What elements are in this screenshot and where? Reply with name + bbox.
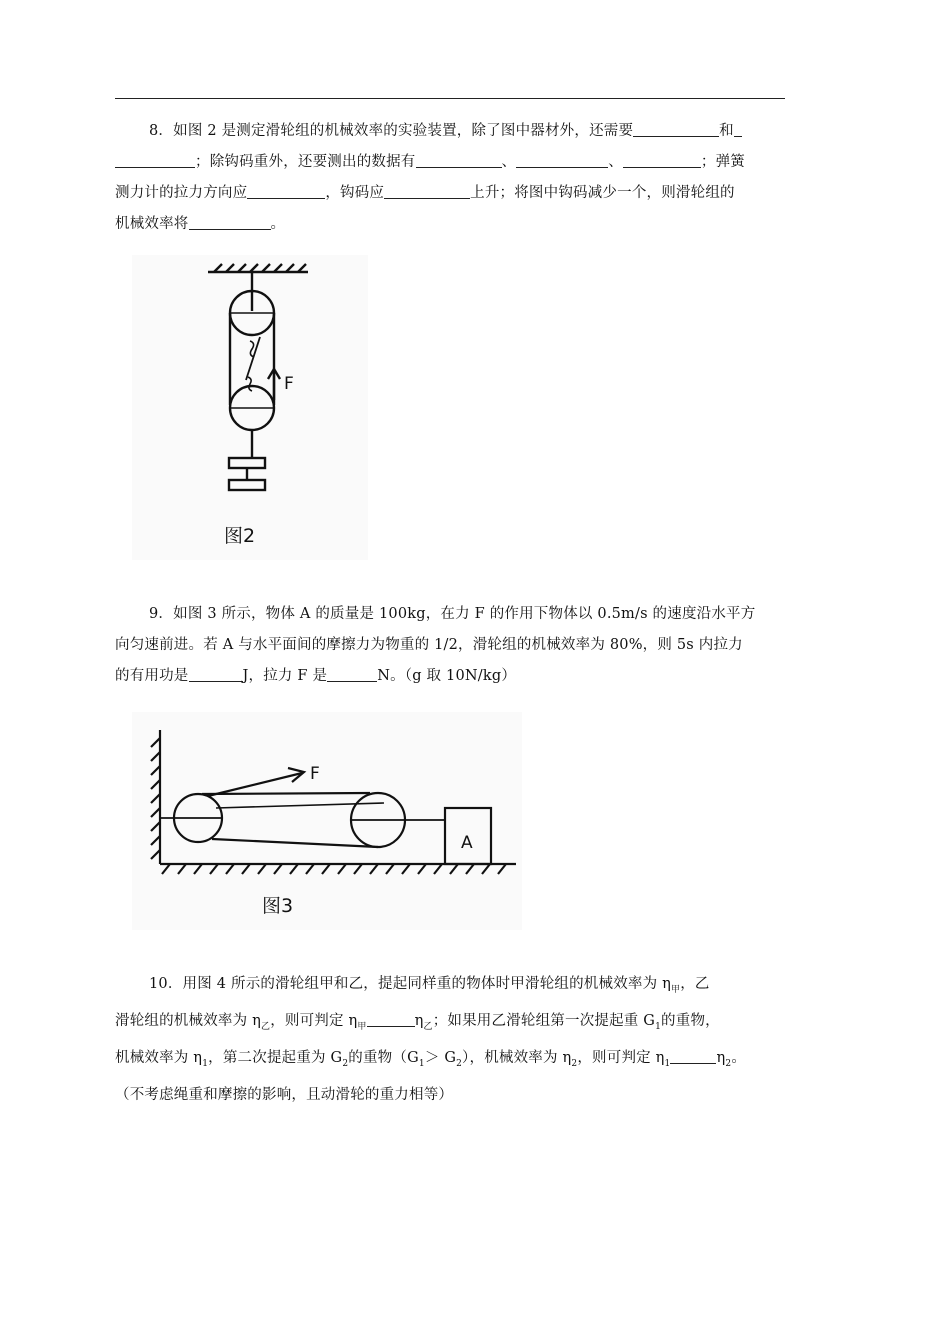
fig2-force-label: F	[284, 374, 294, 394]
hook-weight-2	[229, 480, 265, 490]
q8-blank-1[interactable]	[633, 122, 719, 137]
q10-text-11: ＞ G	[424, 1049, 457, 1066]
figure-3-drawing	[132, 712, 522, 930]
fig3-caption: 图3	[262, 895, 294, 917]
q10-text-4: ，则可判定 η	[270, 1012, 358, 1029]
q8-text-3: ；除钩码重外，还要测出的数据有	[195, 154, 416, 170]
fig3-block-label: A	[461, 833, 473, 853]
q10-sub-11: 1	[664, 1058, 671, 1069]
q10-text-2: ，乙	[680, 976, 710, 992]
q8-text-5: 、	[608, 154, 623, 170]
hook-weight-1	[229, 458, 265, 468]
q8-text-10: 机械效率将	[115, 216, 189, 232]
q8-text-2: 和	[719, 123, 734, 139]
q10-sub-6: 1	[202, 1058, 209, 1069]
q10-text-3: 滑轮组的机械效率为 η	[115, 1012, 261, 1029]
q10-text-9: ，第二次提起重为 G	[208, 1049, 343, 1066]
figure-3	[132, 712, 522, 930]
q8-blank-6[interactable]	[247, 184, 325, 199]
q10-text-16: （不考虑绳重和摩擦的影响，且动滑轮的重力相等）	[115, 1086, 454, 1103]
q10-sub-7: 2	[342, 1058, 349, 1069]
q8-text-9: 上升；将图中钩码减少一个，则滑轮组的	[470, 185, 735, 201]
q10-blank-2[interactable]	[670, 1049, 716, 1064]
q10-sub-10: 2	[571, 1058, 578, 1069]
figure-2	[132, 255, 368, 560]
question-8	[115, 116, 790, 240]
fig2-caption: 图2	[224, 525, 256, 547]
question-10	[115, 969, 790, 1111]
q10-text-10: 的重物（G	[348, 1049, 419, 1066]
q10-blank-1[interactable]	[367, 1012, 415, 1027]
q10-text-7: 的重物，	[661, 1012, 720, 1029]
q8-blank-1b[interactable]	[734, 122, 742, 137]
q8-text-4: 、	[501, 154, 517, 170]
q8-blank-4[interactable]	[516, 153, 608, 168]
q9-text-1: 9．如图 3 所示，物体 A 的质量是 100kg，在力 F 的作用下物体以 0.5m/s 的速度沿水平方	[149, 606, 756, 622]
q9-blank-1[interactable]	[189, 667, 243, 682]
q10-text-5: η	[414, 1012, 424, 1029]
q10-sub-2: 乙	[261, 1021, 271, 1032]
q10-text-12: ），机械效率为 η	[462, 1049, 572, 1066]
rope-top	[202, 793, 370, 794]
q8-text-8: ，钩码应	[325, 185, 385, 201]
q8-text-1: 8．如图 2 是测定滑轮组的机械效率的实验装置，除了图中器材外，还需要	[149, 123, 634, 139]
q8-blank-2[interactable]	[115, 153, 195, 168]
q8-text-6: ；弹簧	[700, 154, 746, 170]
q10-sub-9: 2	[456, 1058, 463, 1069]
q8-blank-3[interactable]	[416, 153, 502, 168]
q8-text-11: 。	[270, 216, 286, 232]
q9-text-2: 向匀速前进。若 A 与水平面间的摩擦力为物重的 1/2，滑轮组的机械效率为 80%，则 5s 内拉力	[115, 637, 743, 653]
q10-text-15: 。	[731, 1049, 747, 1066]
q10-text-14: η	[716, 1049, 726, 1066]
q10-text-6: ；如果用乙滑轮组第一次提起重 G	[432, 1012, 656, 1029]
figure-2-drawing	[132, 255, 368, 560]
q8-text-7: 测力计的拉力方向应	[115, 185, 248, 201]
q9-text-3: 的有用功是	[115, 668, 189, 684]
question-9	[115, 599, 790, 692]
header-rule	[115, 98, 785, 99]
rope-bottom	[212, 839, 378, 847]
q10-text-1: 10．用图 4 所示的滑轮组甲和乙，提起同样重的物体时甲滑轮组的机械效率为 η	[149, 976, 671, 992]
q10-sub-8: 1	[418, 1058, 425, 1069]
q10-sub-4: 乙	[423, 1021, 433, 1032]
q9-blank-2[interactable]	[327, 667, 377, 682]
q10-text-8: 机械效率为 η	[115, 1049, 203, 1066]
q9-text-5: N。（g 取 10N/kg）	[377, 668, 517, 684]
q8-blank-7[interactable]	[384, 184, 470, 199]
q10-sub-1: 甲	[671, 984, 681, 995]
q10-sub-5: 1	[655, 1021, 662, 1032]
fig3-force-label: F	[310, 764, 320, 784]
q10-text-13: ，则可判定 η	[577, 1049, 665, 1066]
q9-text-4: J，拉力 F 是	[242, 668, 328, 684]
q10-sub-12: 2	[725, 1058, 732, 1069]
q10-sub-3: 甲	[357, 1021, 367, 1032]
q8-blank-8[interactable]	[189, 215, 271, 230]
q8-blank-5[interactable]	[623, 153, 701, 168]
